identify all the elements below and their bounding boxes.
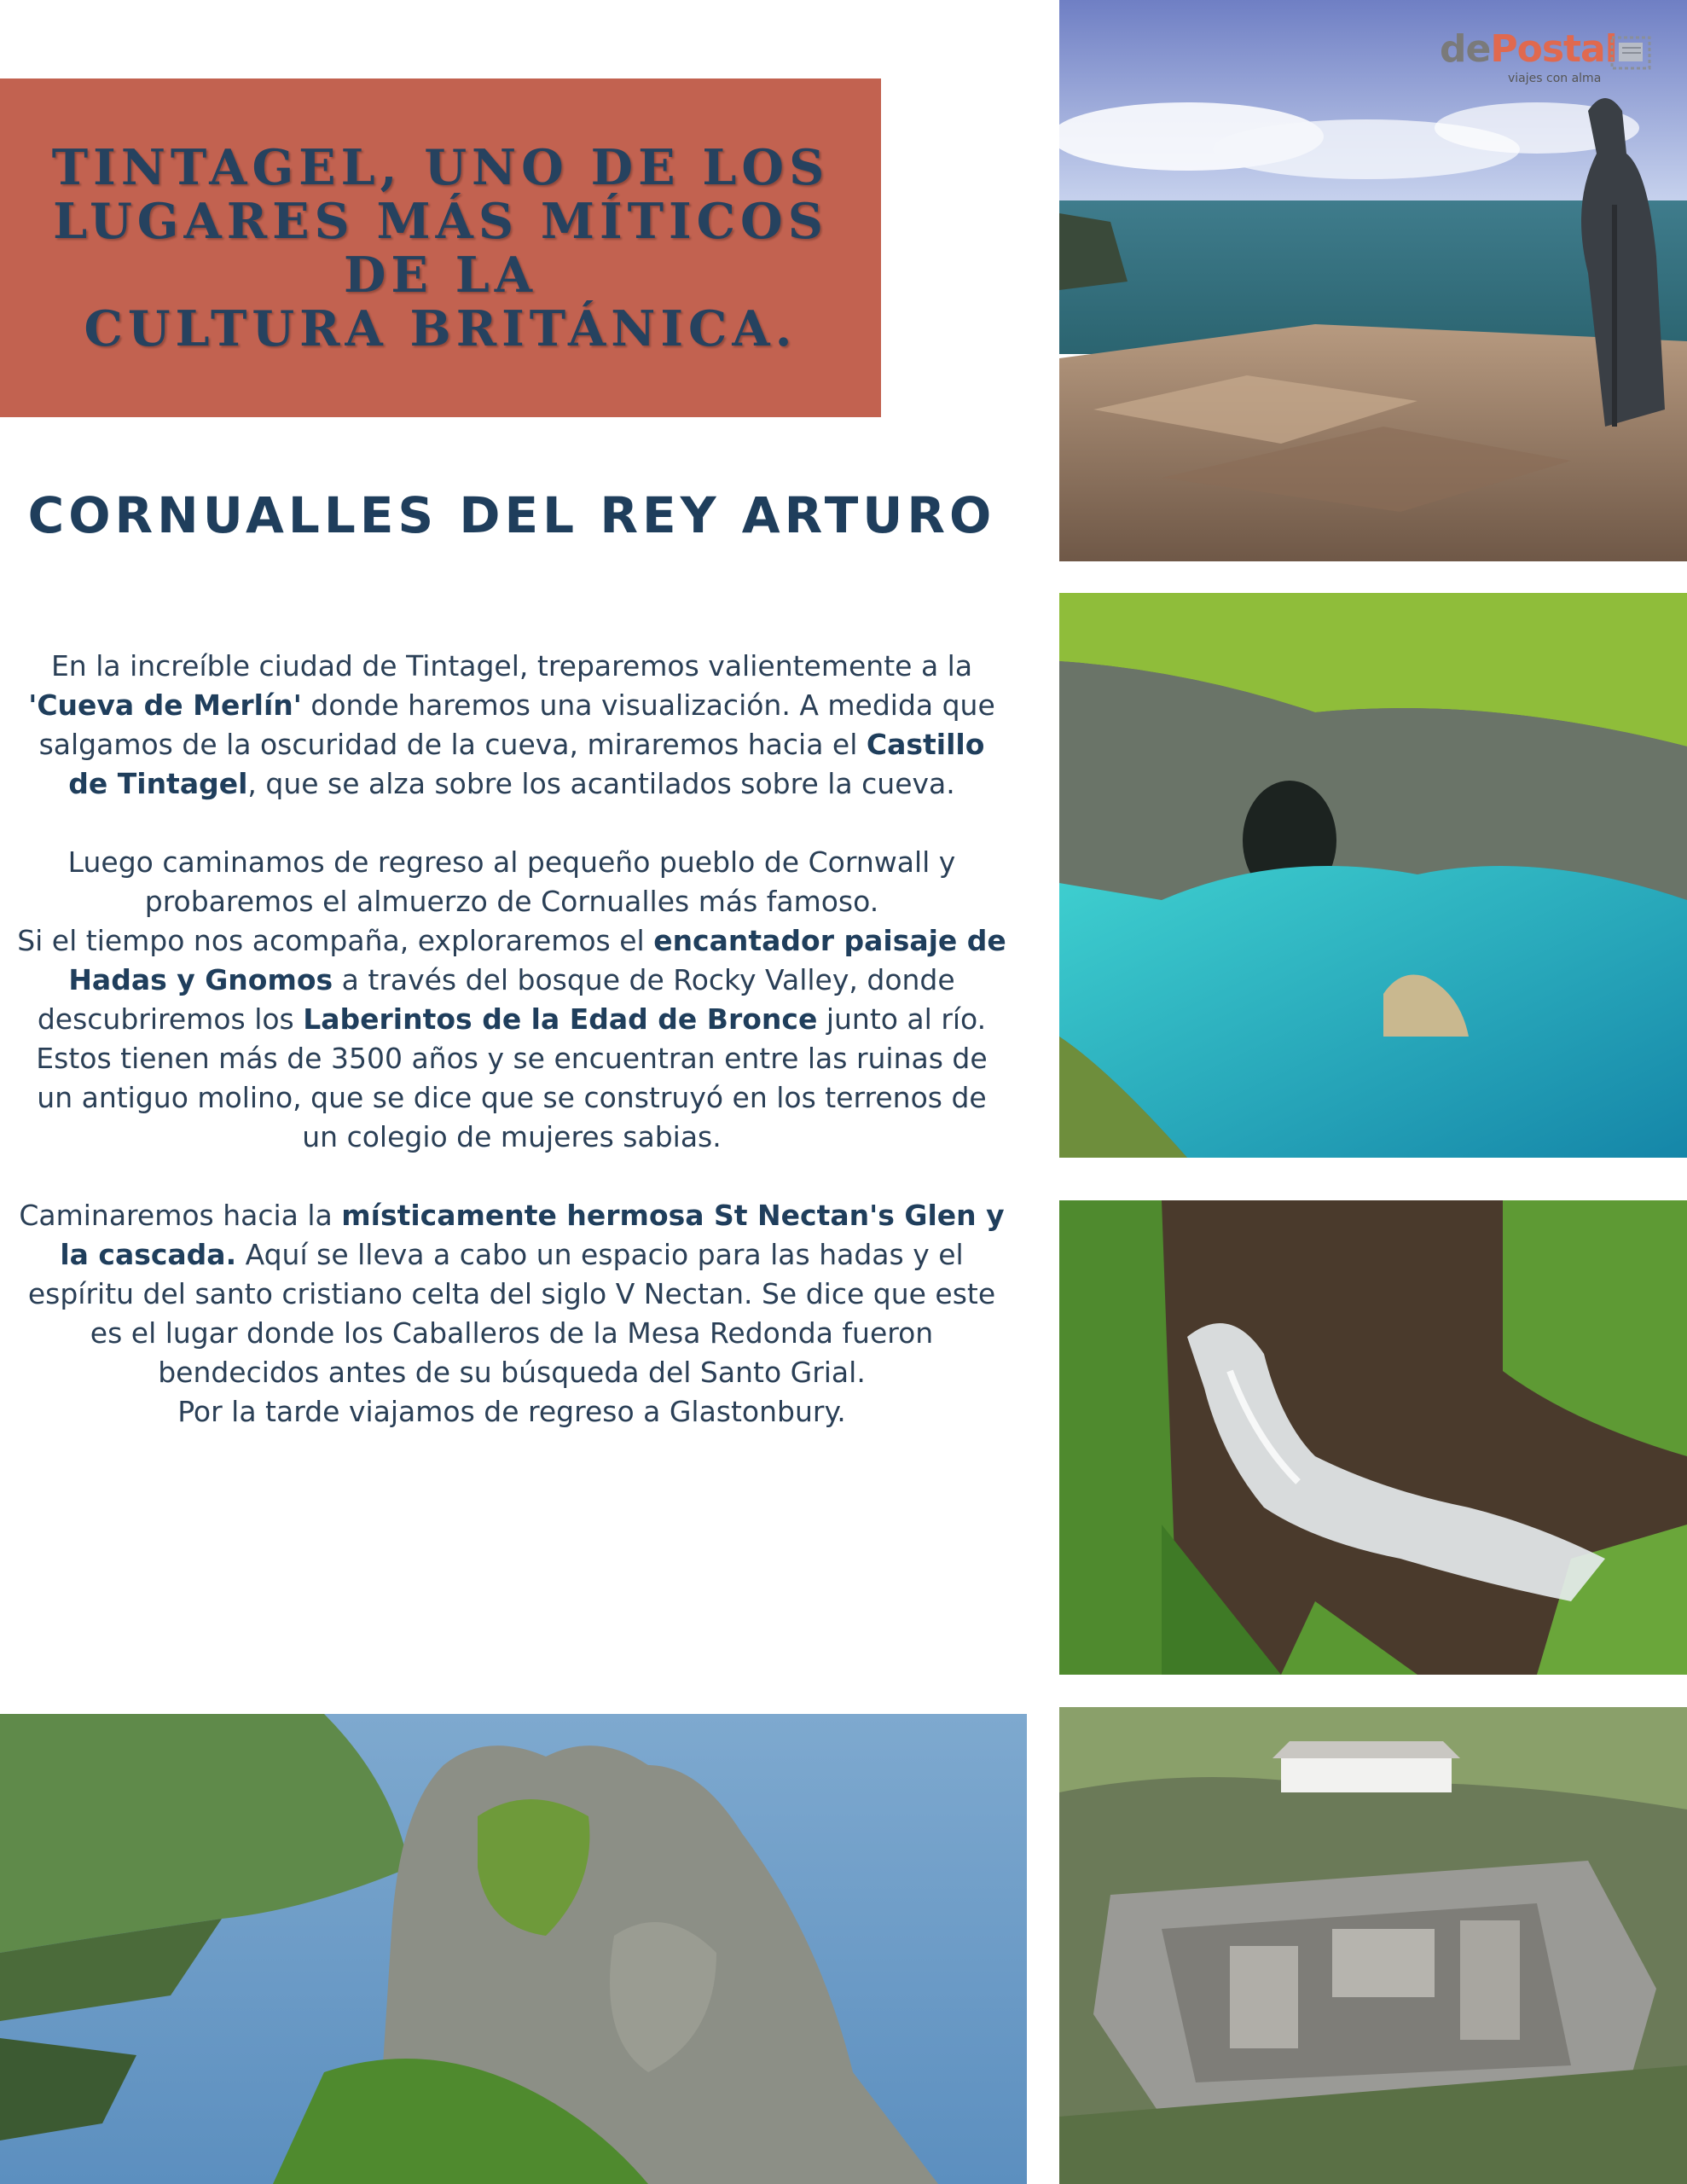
logo-wordmark <box>1440 27 1617 71</box>
paragraph-3-text-1: Si el tiempo nos acompaña, exploraremos el <box>17 924 654 957</box>
paragraph-1-text-1: En la increíble ciudad de Tintagel, treparemos valientemente a la <box>50 649 973 682</box>
paragraph-2-text-1: Luego caminamos de regreso al pequeño pueblo de Cornwall y probaremos el almuerzo de Cornualles más famoso. <box>67 845 956 918</box>
paragraph-1-bold-1: 'Cueva de Merlín' <box>28 688 302 722</box>
banner-title-line-2: LUGARES MÁS MÍTICOS DE LA <box>53 192 828 304</box>
paragraph-3-bold-2: Laberintos de la Edad de Bronce <box>303 1002 818 1036</box>
paragraph-2 <box>17 843 1006 921</box>
paragraph-1-text-3: , que se alza sobre los acantilados sobre la cueva. <box>247 767 955 800</box>
paragraph-3-text-2: a través del bosque de Rocky Valley, donde descubriremos los <box>37 963 955 1036</box>
logo-word-de: de <box>1440 27 1491 71</box>
merlin-cave-cove-photo <box>1059 593 1687 1158</box>
paragraph-4-bold-1: místicamente hermosa St Nectan's Glen y la cascada. <box>60 1199 1005 1271</box>
banner-title-line-1: TINTAGEL, UNO DE LOS <box>51 138 830 196</box>
logo-tagline: viajes con alma <box>1508 72 1602 85</box>
paragraph-3 <box>17 921 1006 1157</box>
paragraph-4-text-1: Caminaremos hacia la <box>19 1199 342 1232</box>
paragraph-1 <box>17 647 1006 804</box>
paragraph-3-text-3: junto al río. Estos tienen más de 3500 años y se encuentran entre las ruinas de un antiguo molino, que se dice que se construyó en los terrenos de un colegio de mujeres sabias. <box>36 1002 988 1153</box>
paragraph-4-text-2: Aquí se lleva a cabo un espacio para las hadas y el espíritu del santo cristiano celta del siglo V Nectan. Se dice que este es el lugar donde los Caballeros de la Mesa Redonda fueron bendecidos antes de su búsqueda del Santo Grial. <box>27 1238 996 1389</box>
logo-word-postal: Postal <box>1490 27 1617 71</box>
paragraph-1-text-2: donde haremos una visualización. A medida que salgamos de la oscuridad de la cueva, miraremos hacia el <box>38 688 995 761</box>
body-text <box>17 647 1006 1432</box>
paragraph-3-bold-1: encantador paisaje de Hadas y Gnomos <box>68 924 1006 996</box>
paragraph-5-text-1: Por la tarde viajamos de regreso a Glastonbury. <box>177 1395 846 1428</box>
banner-title-line-3: CULTURA BRITÁNICA. <box>84 299 797 357</box>
paragraph-4 <box>17 1196 1006 1392</box>
title-banner <box>0 78 881 417</box>
section-heading: CORNUALLES DEL REY ARTURO <box>27 486 996 544</box>
depostal-logo <box>1440 27 1670 87</box>
paragraph-1-bold-2: Castillo de Tintagel <box>68 728 985 800</box>
rocky-valley-cliffs-photo <box>0 1714 1027 2184</box>
st-nectans-waterfall-photo <box>1059 1200 1687 1675</box>
stamp-icon <box>1607 31 1658 73</box>
paragraph-5 <box>17 1392 1006 1432</box>
banner-title <box>0 138 881 357</box>
tintagel-castle-ruins-photo <box>1059 1707 1687 2184</box>
